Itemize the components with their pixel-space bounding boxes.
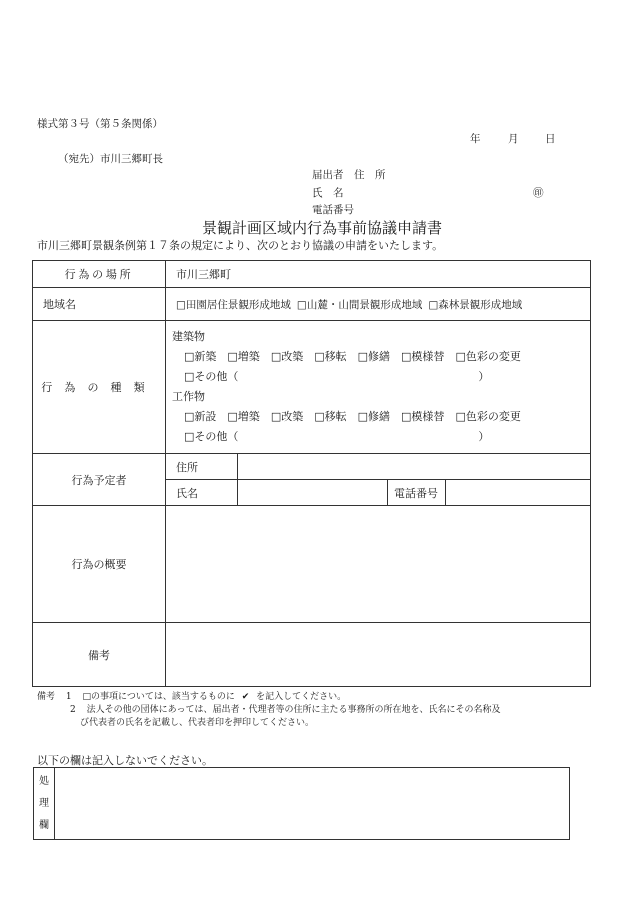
remarks-label-cell	[33, 623, 166, 687]
type-options-cell	[166, 321, 591, 454]
building-option-new[interactable]: □新築	[184, 350, 217, 363]
addressee: （宛先）市川三郷町長	[58, 153, 163, 165]
structure-option-relocation[interactable]: □移転	[314, 410, 347, 423]
note-1-number: 1	[65, 692, 72, 702]
applicant-phone-label: 電話番号	[312, 204, 354, 216]
area-option-forest[interactable]: □森林景観形成地域	[428, 298, 523, 311]
processing-instruction: 以下の欄は記入しないでください。	[37, 754, 213, 767]
processing-label-cell	[34, 768, 55, 840]
applicant-address-label: 届出者 住 所	[312, 169, 386, 181]
planner-address-label: 住所	[176, 460, 198, 474]
structure-option-rebuild[interactable]: □改築	[270, 410, 304, 423]
intro-text: 市川三郷町景観条例第１７条の規定により、次のとおり協議の申請をいたします。	[37, 239, 444, 252]
processing-label-char-3: 欄	[39, 819, 49, 831]
planner-name-label: 氏名	[176, 486, 198, 500]
building-option-remodel[interactable]: □模様替	[401, 350, 445, 363]
planner-name-field[interactable]	[238, 480, 388, 506]
processing-label-char-1: 処	[39, 775, 49, 787]
location-value-cell[interactable]	[166, 261, 591, 288]
location-label-cell	[33, 261, 166, 288]
seal-mark: ㊞	[533, 187, 544, 199]
area-label-cell	[33, 288, 166, 321]
remarks-label: 備考	[88, 648, 110, 662]
type-label-cell	[33, 321, 166, 454]
overview-label-cell	[33, 506, 166, 623]
date-year-label: 年	[470, 133, 481, 145]
structure-other-close: ）	[478, 430, 490, 443]
processing-table	[33, 767, 570, 840]
note-1	[37, 689, 346, 702]
location-label: 行為の場所	[64, 268, 134, 281]
structure-option-new[interactable]: □新設	[184, 410, 217, 423]
note-1-text-post: を記入してください。	[256, 692, 347, 702]
planner-phone-label-cell	[388, 480, 446, 506]
application-table	[32, 260, 591, 687]
form-number-label: 様式第３号（第５条関係）	[37, 118, 163, 130]
building-label: 建築物	[172, 330, 205, 343]
processing-label-char-2: 理	[39, 797, 49, 809]
building-option-relocation[interactable]: □移転	[314, 350, 347, 363]
type-label: 行為の種類	[41, 381, 157, 394]
document-title: 景観計画区域内行為事前協議申請書	[201, 219, 442, 237]
structure-label: 工作物	[172, 390, 205, 403]
note-1-text-pre: □の事項については、該当するものに	[82, 692, 235, 702]
note-2-number: 2	[70, 705, 76, 715]
building-other-close: ）	[478, 370, 490, 383]
planner-phone-field[interactable]	[446, 480, 591, 506]
note-2-line-1: 法人その他の団体にあっては、届出者・代理者等の住所に主たる事務所の所在地を、氏名にその名称及	[86, 705, 501, 715]
building-option-extension[interactable]: □増築	[227, 350, 260, 363]
planner-address-field[interactable]	[238, 454, 591, 480]
area-option-rural[interactable]: □田園居住景観形成地域	[176, 298, 291, 311]
checkmark-icon: ✔	[241, 692, 250, 702]
building-option-color-change[interactable]: □色彩の変更	[455, 350, 521, 363]
note-2	[70, 702, 501, 715]
notes-heading: 備考	[37, 692, 56, 702]
building-option-rebuild[interactable]: □改築	[270, 350, 304, 363]
structure-option-extension[interactable]: □増築	[227, 410, 260, 423]
building-options	[172, 347, 590, 367]
structure-other-row	[172, 427, 590, 447]
planner-name-label-cell	[166, 480, 238, 506]
location-value: 市川三郷町	[176, 268, 231, 281]
structure-option-repair[interactable]: □修繕	[357, 410, 391, 423]
planner-label: 行為予定者	[71, 473, 127, 487]
area-option-foothill[interactable]: □山麓・山間景観形成地域	[296, 298, 423, 311]
building-option-repair[interactable]: □修繕	[357, 350, 391, 363]
note-2-line-2: び代表者の氏名を記載し、代表者印を押印してください。	[80, 718, 315, 728]
building-other-open[interactable]: □その他（	[184, 370, 239, 383]
building-other-row	[172, 367, 590, 387]
processing-field	[55, 768, 570, 840]
remarks-field[interactable]	[166, 623, 591, 687]
structure-option-color-change[interactable]: □色彩の変更	[455, 410, 521, 423]
date-month-label: 月	[508, 133, 519, 145]
overview-label: 行為の概要	[71, 558, 127, 571]
area-label: 地域名	[43, 298, 76, 311]
date-day-label: 日	[545, 133, 556, 145]
structure-options	[172, 407, 590, 427]
structure-option-remodel[interactable]: □模様替	[401, 410, 445, 423]
overview-field[interactable]	[166, 506, 591, 623]
planner-address-label-cell	[166, 454, 238, 480]
planner-phone-label: 電話番号	[394, 486, 438, 500]
applicant-name-label: 氏 名	[312, 187, 344, 199]
area-options-cell	[166, 288, 591, 321]
planner-label-cell	[33, 454, 166, 506]
structure-other-open[interactable]: □その他（	[184, 430, 239, 443]
